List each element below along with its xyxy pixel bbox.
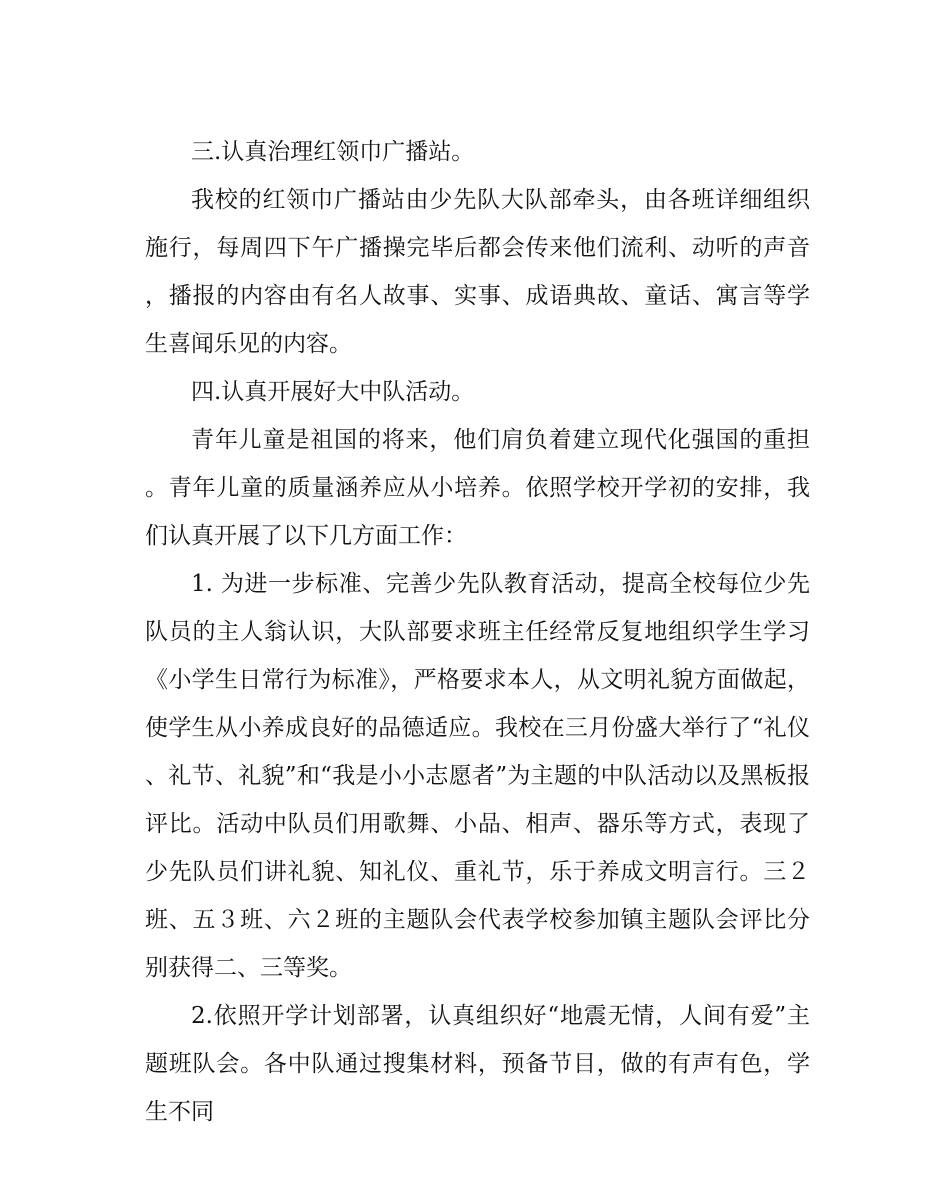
- document-body: [145, 128, 810, 1136]
- section-heading-3: 三.认真治理红领巾广播站。: [191, 139, 475, 165]
- paragraph-item-2: 2.依照开学计划部署，认真组织好“地震无情，人间有爱”主题班队会。各中队通过搜集材料，预备节目，做的有声有色，学生不同: [145, 1003, 810, 1125]
- paragraph-youth: 青年儿童是祖国的将来，他们肩负着建立现代化强国的重担。青年儿童的质量涵养应从小培养。依照学校开学初的安排，我们认真开展了以下几方面工作：: [145, 427, 810, 549]
- paragraph-broadcast-station: 我校的红领巾广播站由少先队大队部牵头，由各班详细组织施行，每周四下午广播操完毕后都会传来他们流利、动听的声音，播报的内容由有名人故事、实事、成语典故、童话、寓言等学生喜闻乐见的内容。: [145, 187, 810, 357]
- paragraph-item-1: 1. 为进一步标准、完善少先队教育活动，提高全校每位少先队员的主人翁认识，大队部要求班主任经常反复地组织学生学习《小学生日常行为标准》，严格要求本人，从文明礼貌方面做起，使学生从小养成良好的品德适应。我校在三月份盛大举行了“礼仪、礼节、礼貌”和“我是小小志愿者”为主题的中队活动以及黑板报评比。活动中队员们用歌舞、小品、相声、器乐等方式，表现了少先队员们讲礼貌、知礼仪、重礼节，乐于养成文明言行。三２班、五３班、六２班的主题队会代表学校参加镇主题队会评比分别获得二、三等奖。: [145, 571, 810, 981]
- section-heading-4: 四.认真开展好大中队活动。: [191, 379, 475, 405]
